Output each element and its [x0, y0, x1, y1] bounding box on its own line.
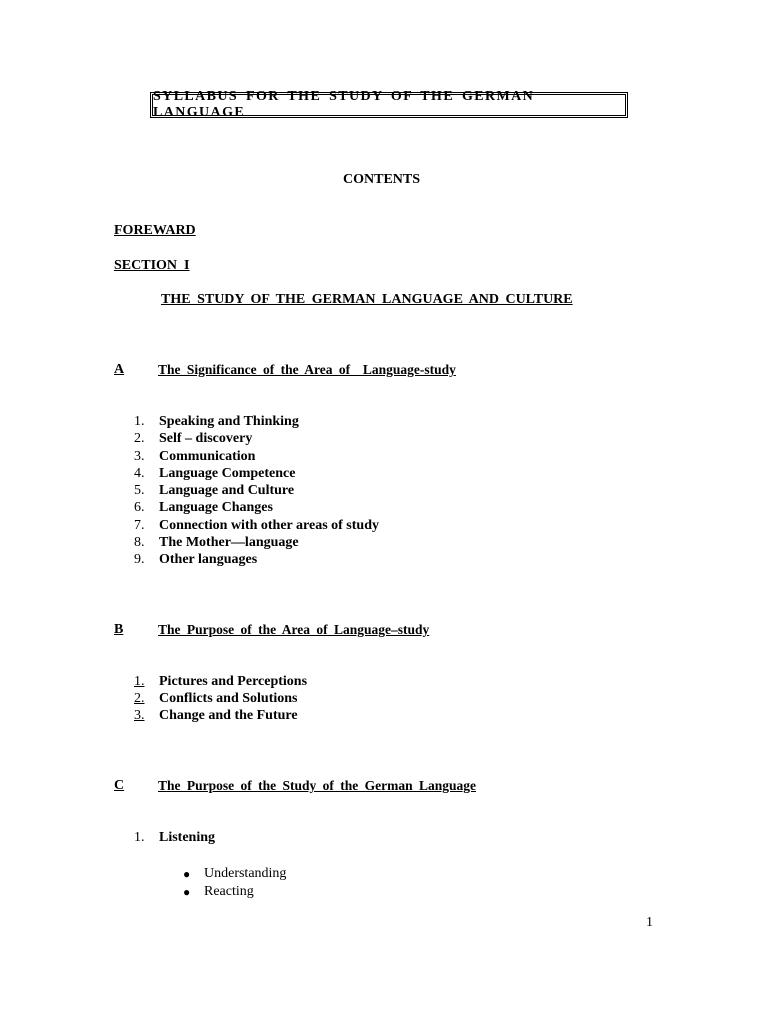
section-b-letter: B — [114, 622, 124, 637]
list-item: Connection with other areas of study — [159, 518, 379, 533]
foreward-heading: FOREWARD — [114, 223, 196, 238]
list-item-number: 9. — [134, 552, 145, 567]
list-item-number: 6. — [134, 500, 145, 515]
list-item: Communication — [159, 449, 256, 464]
list-item-number: 1. — [134, 414, 145, 429]
list-item-number: 8. — [134, 535, 145, 550]
section-heading: SECTION I — [114, 258, 190, 273]
bullet-item: Understanding — [204, 866, 287, 881]
list-item: Language Competence — [159, 466, 296, 481]
list-item: Conflicts and Solutions — [159, 691, 298, 706]
list-item: Other languages — [159, 552, 258, 567]
section-b-heading: The Purpose of the Area of Language–study — [158, 622, 430, 637]
section-c-heading: The Purpose of the Study of the German Language — [158, 778, 477, 793]
list-item: Change and the Future — [159, 708, 298, 723]
section-a-letter: A — [114, 362, 125, 377]
list-item-number: 4. — [134, 466, 145, 481]
section-title: THE STUDY OF THE GERMAN LANGUAGE AND CULTURE — [161, 292, 573, 307]
list-item-number: 2. — [134, 691, 145, 706]
list-item-number: 1. — [134, 674, 145, 689]
bullet-icon: ● — [183, 867, 191, 881]
list-item: Listening — [159, 830, 216, 845]
list-item: The Mother—language — [159, 535, 299, 550]
list-item-number: 3. — [134, 708, 145, 723]
list-item: Language and Culture — [159, 483, 295, 498]
list-item-number: 3. — [134, 449, 145, 464]
section-a-heading: The Significance of the Area of Language-study — [158, 362, 456, 377]
contents-heading: CONTENTS — [343, 172, 421, 187]
list-item-number: 1. — [134, 830, 145, 845]
bullet-item: Reacting — [204, 884, 254, 899]
list-item-number: 7. — [134, 518, 145, 533]
list-item-number: 2. — [134, 431, 145, 446]
list-item: Self – discovery — [159, 431, 253, 446]
bullet-icon: ● — [183, 885, 191, 899]
section-c-letter: C — [114, 778, 125, 793]
list-item: Pictures and Perceptions — [159, 674, 308, 689]
document-title — [150, 89, 628, 120]
list-item: Speaking and Thinking — [159, 414, 299, 429]
list-item: Language Changes — [159, 500, 273, 515]
list-item-number: 5. — [134, 483, 145, 498]
document-title-text: SYLLABUS FOR THE STUDY OF THE GERMAN LANGUAGE — [153, 89, 535, 120]
page-number: 1 — [646, 915, 653, 930]
